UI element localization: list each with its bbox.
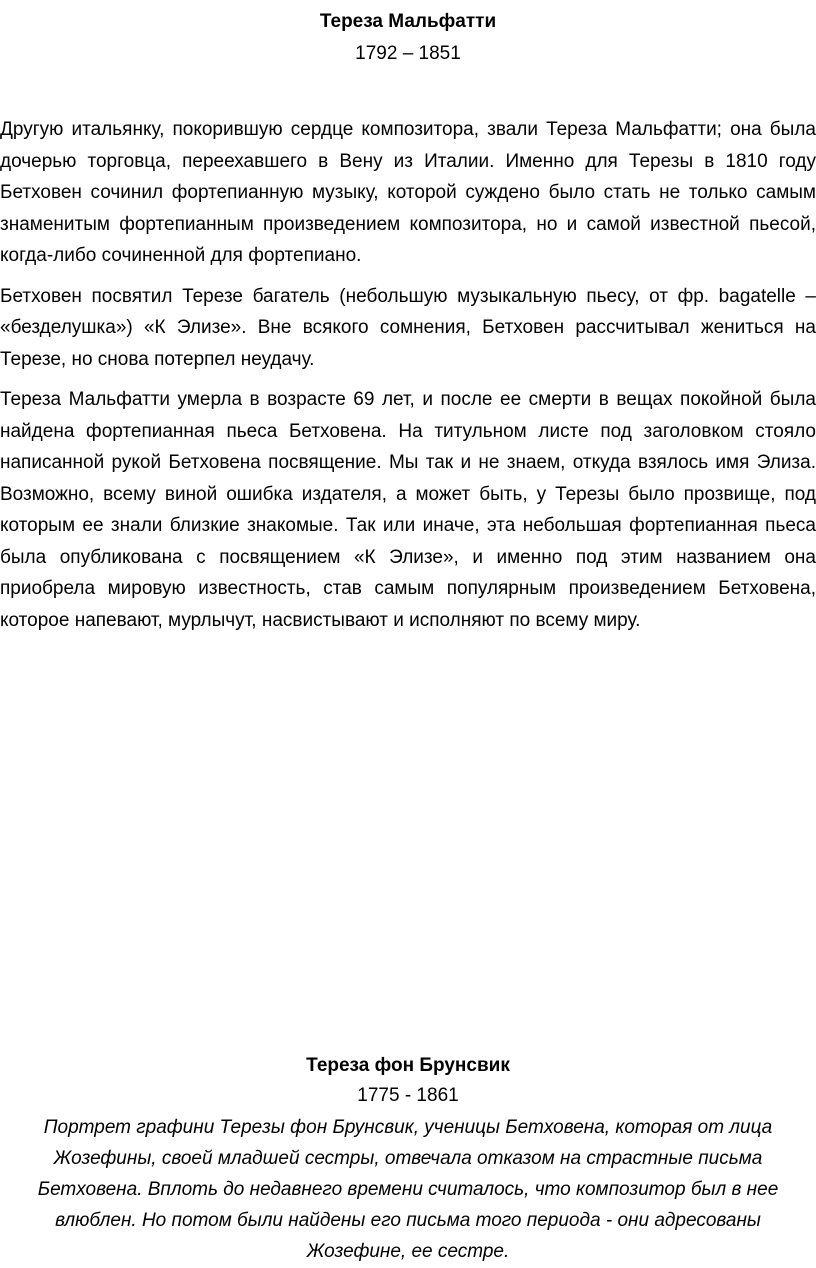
life-years: 1775 - 1861 bbox=[357, 1085, 459, 1106]
section-malfatti bbox=[0, 8, 816, 68]
section-title: Тереза Мальфатти bbox=[319, 11, 497, 32]
life-years: 1792 – 1851 bbox=[355, 43, 461, 64]
paragraph: Другую итальянку, покорившую сердце композитора, звали Тереза Мальфатти; она была дочерью торговца, переехавшего в Вену из Италии. Именно для Терезы в 1810 году Бетховен сочинил фортепианную музыку, которой суждено было стать не только самым знаменитым фортепианным произведением композитора, но и самой известной пьесой, когда-либо сочиненной для фортепиано. bbox=[0, 119, 816, 266]
section-brunsvik bbox=[0, 1052, 816, 1267]
portrait-caption: Портрет графини Терезы фон Брунсвик, ученицы Бетховена, которая от лица Жозефины, своей младшей сестры, отвечала отказом на страстные письма Бетховена. Вплоть до недавнего времени считалось, что композитор был в нее влюблен. Но потом были найдены его письма того периода - они адресованы Жозефине, ее сестре. bbox=[37, 1117, 779, 1262]
paragraph: Бетховен посвятил Терезе багатель (небольшую музыкальную пьесу, от фр. bagatelle – «безделушка») «К Элизе». Вне всякого сомнения, Бетховен рассчитывал жениться на Терезе, но снова потерпел неудачу. bbox=[0, 285, 816, 370]
section-malfatti-body bbox=[0, 114, 816, 645]
section-title: Тереза фон Брунсвик bbox=[306, 1055, 510, 1076]
paragraph: Тереза Мальфатти умерла в возрасте 69 лет, и после ее смерти в вещах покойной была найдена фортепианная пьеса Бетховена. На титульном листе под заголовком стояло написанной рукой Бетховена посвящение. Мы так и не знаем, откуда взялось имя Элиза. Возможно, всему виной ошибка издателя, а может быть, у Терезы было прозвище, под которым ее знали близкие знакомые. Так или иначе, эта небольшая фортепианная пьеса была опубликована с посвящением «К Элизе», и именно под этим названием она приобрела мировую известность, став самым популярным произведением Бетховена, которое напевают, мурлычут, насвистывают и исполняют по всему миру. bbox=[0, 389, 816, 631]
